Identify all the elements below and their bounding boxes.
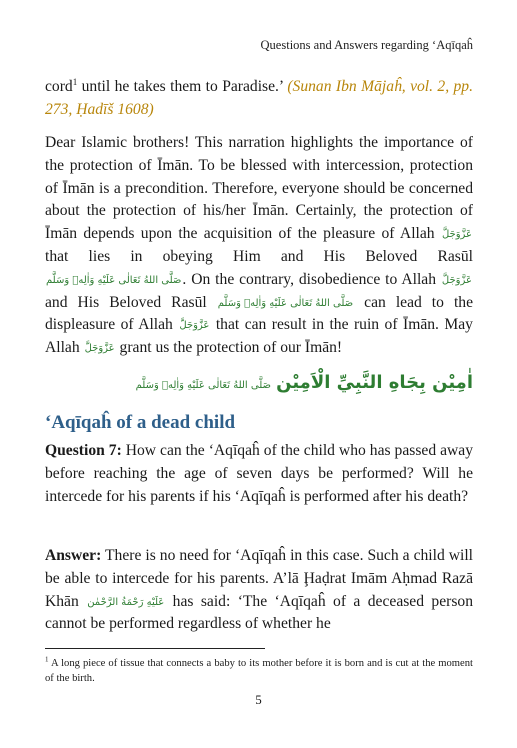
question-label: Question 7: (45, 442, 122, 459)
azza-wajal-honorific: عَزَّوَجَلَّ (441, 274, 472, 286)
rahmat-honorific: عَلَيْهِ رَحْمَةُ الرَّحْمٰن (87, 596, 165, 608)
answer-text-1: There is no need for ‘Aqīqaĥ in this case. Such a child will be able to intercede for his parents. A’lā Ḩaḍrat Imām Aḥmad Razā Khān (45, 547, 473, 610)
dua-ameen: اٰمِيْن بِجَاهِ النَّبِيِّ الْاَمِيْن (276, 372, 473, 393)
body-text-3: . On the contrary, disobedience to Allah (182, 270, 436, 288)
answer-paragraph (45, 545, 473, 636)
dua-salutation: صَلَّى اللهُ تَعَالٰى عَلَيْهِ وَاٰلِهٖ وَسَلَّم (135, 380, 272, 391)
footnote-number: 1 (45, 655, 49, 664)
footnote-divider (45, 648, 265, 649)
page-number: 5 (255, 692, 262, 707)
footnote-text: A long piece of tissue that connects a baby to its mother before it is born and is cut at the moment of the birth. (45, 658, 473, 684)
running-header: Questions and Answers regarding ‘Aqīqaĥ (260, 38, 473, 52)
answer-text-2: has said: ‘The ‘Aqīqaĥ of a deceased person cannot be performed regardless of whether he (45, 592, 473, 633)
body-text-6: that can result in the ruin of Īmān. May Allah (45, 316, 473, 357)
intro-text-start: cord (45, 78, 73, 95)
section-heading: ‘Aqīqaĥ of a dead child (45, 412, 236, 433)
answer-label: Answer: (45, 547, 102, 564)
question-text: How can the ‘Aqīqaĥ of the child who has passed away before reaching the age of seven days be performed? Will he intercede for his parents if his ‘Aqīqaĥ is performed after his death? (45, 442, 473, 505)
body-text-7: grant us the protection of our Īmān! (115, 339, 343, 357)
azza-wajal-honorific: عَزَّوَجَلَّ (84, 343, 115, 355)
azza-wajal-honorific: عَزَّوَجَلَّ (179, 320, 210, 332)
intro-text-end: until he takes them to Paradise.’ (77, 78, 283, 95)
footnote (45, 656, 473, 686)
intro-paragraph (45, 76, 473, 122)
azza-wajal-honorific: عَزَّوَجَلَّ (441, 229, 473, 241)
body-text-1: Dear Islamic brothers! This narration highlights the importance of the protection of Īmān. To be blessed with intercession, protection of Īmān is a precondition. Therefore, everyone should be concerned about the protection of his/her Īmān. Certainly, the protection of Īmān depends upon the acquisition of the pleasure of Allah (45, 134, 473, 243)
question-paragraph (45, 440, 473, 508)
body-text-2: that lies in obeying Him and His Beloved Rasūl (45, 247, 473, 265)
salla-honorific: صَلَّى اللهُ تَعَالٰى عَلَيْهِ وَاٰلِهٖ وَسَلَّم (217, 297, 354, 309)
dua-line (136, 372, 473, 393)
hadith-reference: (Sunan Ibn Mājaĥ, vol. 2, pp. 273, Ḥadīš 1608) (45, 78, 473, 118)
body-text-4: and His Beloved Rasūl (45, 293, 207, 311)
salla-honorific: صَلَّى اللهُ تَعَالٰى عَلَيْهِ وَاٰلِهٖ وَسَلَّم (46, 274, 182, 286)
body-text-5: can lead to the displeasure of Allah (45, 293, 474, 334)
footnote-marker[interactable]: 1 (72, 76, 78, 87)
body-paragraph (45, 132, 473, 360)
